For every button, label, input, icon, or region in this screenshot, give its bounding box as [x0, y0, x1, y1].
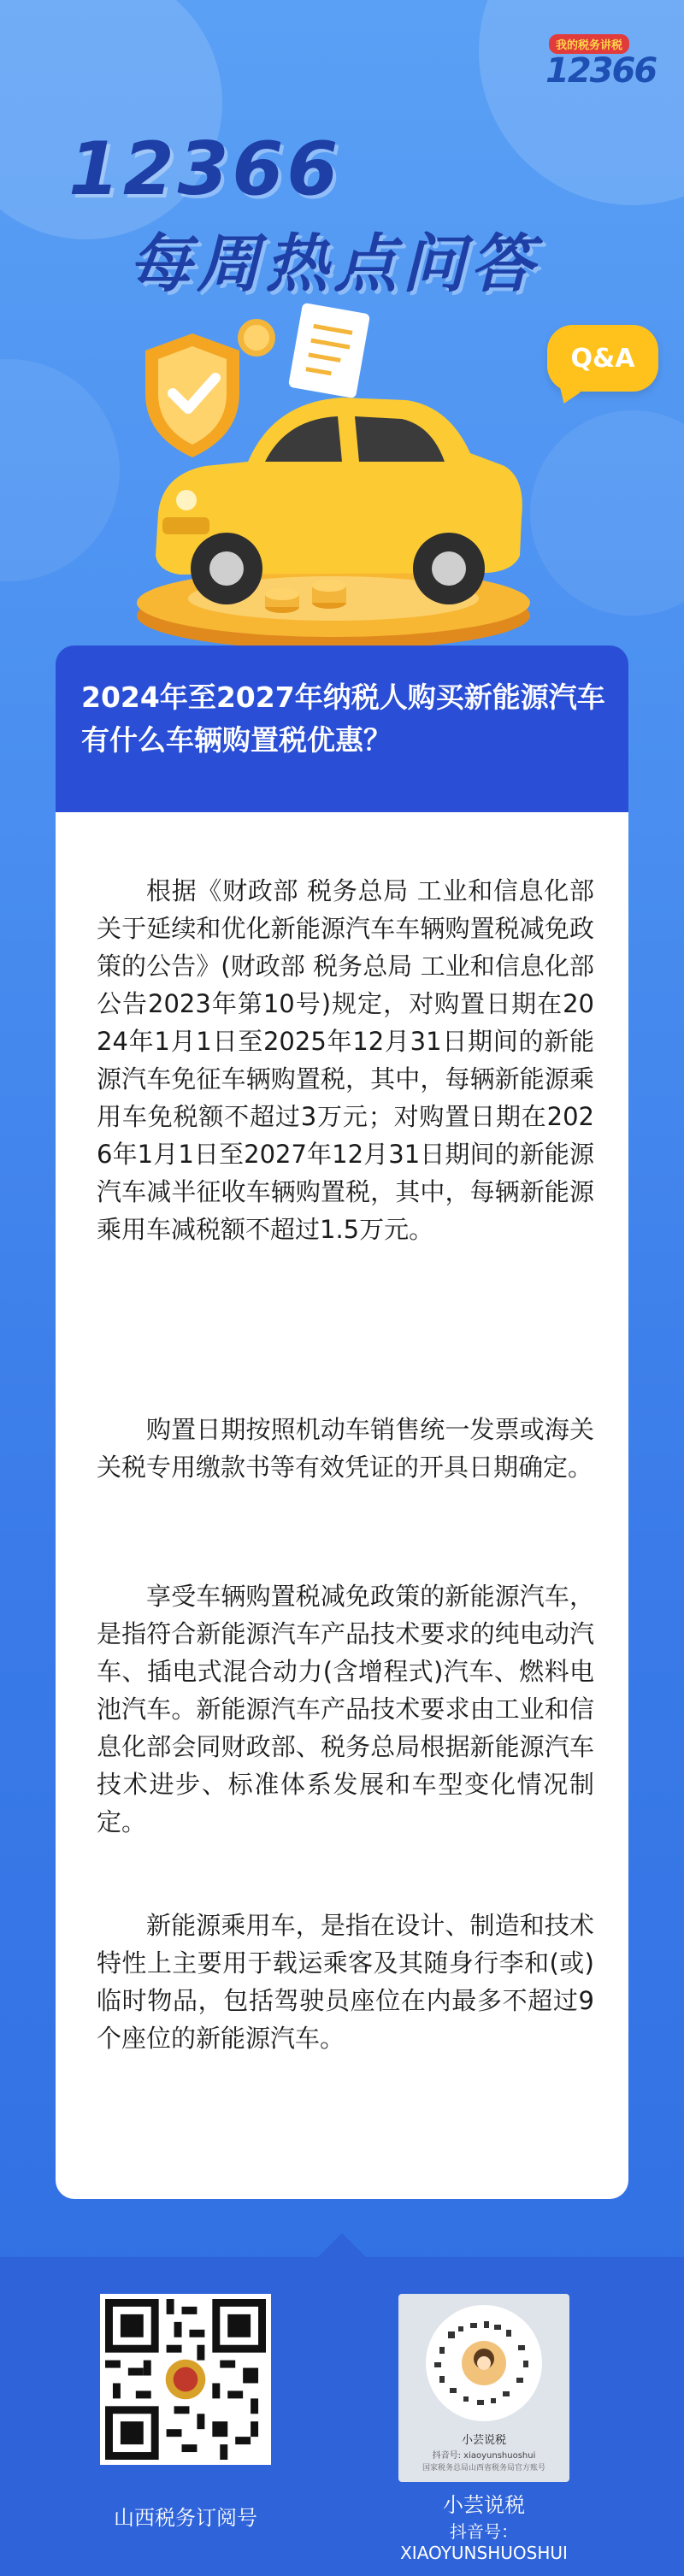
- qr-code-subscription: [100, 2294, 271, 2465]
- qa-badge: Q&A: [547, 325, 658, 392]
- page-title-number: 12366: [68, 127, 342, 212]
- decor-bubble: [479, 0, 684, 205]
- page-title: 每周热点问答: [128, 227, 539, 301]
- coin-icon: [238, 319, 275, 357]
- logo-badge: [537, 34, 665, 94]
- car-illustration: [111, 299, 556, 650]
- footer-notch: [316, 2233, 368, 2259]
- answer-paragraph: 新能源乘用车，是指在设计、制造和技术特性上主要用于载运乘客及其随身行李和(或)临时物品，包括驾驶员座位在内最多不超过9个座位的新能源汽车。: [97, 1911, 594, 2053]
- qr-code-icon: [398, 2299, 569, 2427]
- answer-paragraph: 享受车辆购置税减免政策的新能源汽车，是指符合新能源汽车产品技术要求的纯电动汽车、插电式混合动力(含增程式)汽车、燃料电池汽车。新能源汽车产品技术要求由工业和信息化部会同财政部、税务总局根据新能源汽车技术进步、标准体系发展和车型变化情况制定。: [97, 1582, 594, 1836]
- qr-card-id: 抖音号: xiaoyunshuoshui: [432, 2451, 536, 2461]
- hero-banner: [0, 0, 684, 650]
- qr-card-note: 国家税务总局山西省税务局官方账号: [422, 2464, 545, 2473]
- answer-card: [56, 812, 628, 2199]
- douyin-id: 抖音号：XIAOYUNSHUOSHUI: [400, 2521, 568, 2563]
- answer-paragraph: 根据《财政部 税务总局 工业和信息化部关于延续和优化新能源汽车车辆购置税减免政策的公告》(财政部 税务总局 工业和信息化部公告2023年第10号)规定，对购置日期在2024年1月1日至2025年12月31日期间的新能源汽车免征车辆购置税，其中，每辆新能源乘用车免税额不超过3万元；对购置日期在2026年1月1日至2027年12月31日期间的新能源汽车减半征收车辆购置税，其中，每辆新能源乘用车减税额不超过1.5万元。: [97, 876, 594, 1244]
- logo-badge-caption: 我的税务讲税: [549, 34, 629, 54]
- decor-bubble: [0, 359, 120, 581]
- question-text: 2024年至2027年纳税人购买新能源汽车有什么车辆购置税优惠？: [81, 681, 605, 757]
- receipt-icon: [288, 303, 370, 398]
- question-card: [56, 645, 628, 812]
- shield-icon: [145, 333, 239, 457]
- subscription-label: 山西税务订阅号: [114, 2506, 257, 2530]
- douyin-label: 小芸说税: [443, 2493, 525, 2517]
- answer-paragraph: 购置日期按照机动车销售统一发票或海关关税专用缴款书等有效凭证的开具日期确定。: [97, 1415, 594, 1482]
- qr-code-icon: [105, 2299, 266, 2460]
- qr-card-name: 小芸说税: [461, 2434, 506, 2447]
- qr-code-douyin: [398, 2294, 569, 2482]
- logo-badge-number: 12366: [545, 51, 657, 91]
